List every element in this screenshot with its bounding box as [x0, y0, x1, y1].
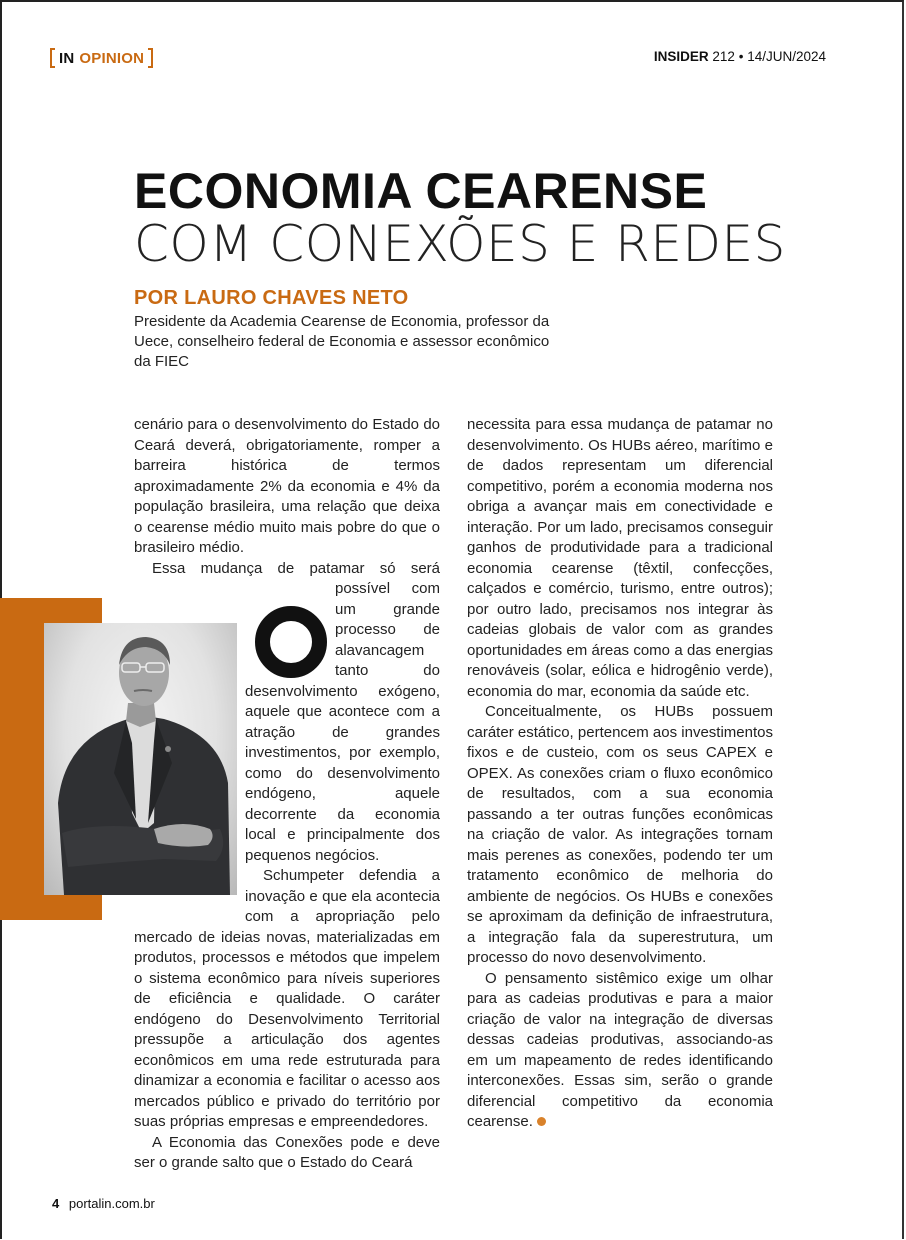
article-title: [134, 165, 786, 271]
article-column-left: [134, 415, 440, 1174]
dropcap-o: [255, 606, 327, 678]
end-of-article-icon: [537, 1117, 546, 1126]
author-bio: Presidente da Academia Cearense de Economia, professor da Uece, conselheiro federal de Economia e assessor econômico da FIEC: [134, 313, 550, 370]
text-wrap-spacer: [134, 598, 245, 912]
paragraph: [134, 1133, 440, 1174]
paragraph-text: cenário para o desenvolvimento do Estado do Ceará deverá, obrigatoriamente, romper a barreira histórica de termos aproximadamente 2% da economia e 4% da população brasileira, uma relação que deixa o cearense médio muito mais pobre do que o brasileiro médio.: [134, 416, 440, 556]
title-line-2: COM CONEXÕES E REDES: [134, 215, 786, 273]
magazine-name: INSIDER: [653, 49, 709, 64]
author-name: POR LAURO CHAVES NETO: [134, 287, 409, 309]
section-tag: [50, 47, 153, 69]
paragraph-text: O pensamento sistêmico exige um olhar para as cadeias produtivas e para a maior criação de valor na integração de diversas dessas cadeias produtivas, associando-as em um mapeamento de redes identificando interconexões. Essas sim, serão o grande diferencial competitivo da economia cearense.: [467, 969, 773, 1130]
bracket-left-icon: [50, 48, 55, 68]
title-line-1: ECONOMIA CEARENSE: [134, 163, 708, 219]
issue-number: 212: [712, 49, 735, 64]
issue-date: 14/JUN/2024: [747, 49, 826, 64]
issue-separator: •: [738, 49, 744, 64]
paragraph: [467, 969, 773, 1133]
website-link[interactable]: portalin.com.br: [68, 1196, 155, 1211]
page-footer: [52, 1196, 155, 1211]
issue-info: [654, 49, 826, 64]
section-tag-prefix: IN: [59, 49, 75, 67]
paragraph: [467, 415, 773, 702]
paragraph-text: Schumpeter defendia a inovação e que ela acontecia com a apropriação pelo mercado de ideias novas, materializadas em produtos, processos e métodos que impelem o sistema econômico para níveis superiores de eficiência e qualidade. O caráter endógeno do Desenvolvimento Territorial pressupõe a articulação dos agentes econômicos em uma rede estruturada para dinamizar a economia e facilitar o acesso aos mercados público e privado do território por suas próprias empresas e empreendedores.: [134, 867, 440, 1130]
paragraph-text: necessita para essa mudança de patamar no desenvolvimento. Os HUBs aéreo, marítimo e de dados representam um diferencial competitivo, porém a economia moderna nos obriga a avançar mais em conectividade e interação. Por um lado, precisamos conseguir ganhos de produtividade para a tradicional economia cearense (têxtil, confecções, calçados e comércio, turismo, entre outros); por outro lado, precisamos nos integrar às cadeias globais de valor com as grandes oportunidades em áreas como a das energias renováveis (solar, eólica e hidrogênio verde), economia do mar, economia da saúde etc.: [467, 416, 773, 700]
section-tag-name: OPINION: [79, 49, 145, 67]
paragraph: [134, 415, 440, 559]
paragraph-text: Conceitualmente, os HUBs possuem caráter estático, pertencem aos investimentos fixos e de custeio, com os seus CAPEX e OPEX. As conexões criam o fluxo econômico de resultados, com a sua economia passando a ter outras funções econômicas na criação de valor. As integrações tornam mais perenes as conexões, podendo ter um tratamento econômico de melhoria do ambiente de negócios. Os HUBs e conexões se aproximam da definição de infraestrutura, a integração fala da superestrutura, um processo do novo desenvolvimento.: [467, 703, 773, 966]
article-column-right: [467, 415, 773, 1133]
bracket-right-icon: [148, 48, 153, 68]
paragraph-text: A Economia das Conexões pode e deve ser o grande salto que o Estado do Ceará: [134, 1133, 440, 1171]
page-number: 4: [52, 1196, 60, 1211]
paragraph-text: Essa mudança de patamar só será possível com um grande processo de alavancagem tanto do desenvolvimento exógeno, aquele que acontece com a atração de grandes investimentos, por exemplo, como do desenvolvimento endógeno, aquele decorrente da economia local e principalmente dos pequenos negócios.: [152, 559, 440, 864]
paragraph: [467, 702, 773, 969]
